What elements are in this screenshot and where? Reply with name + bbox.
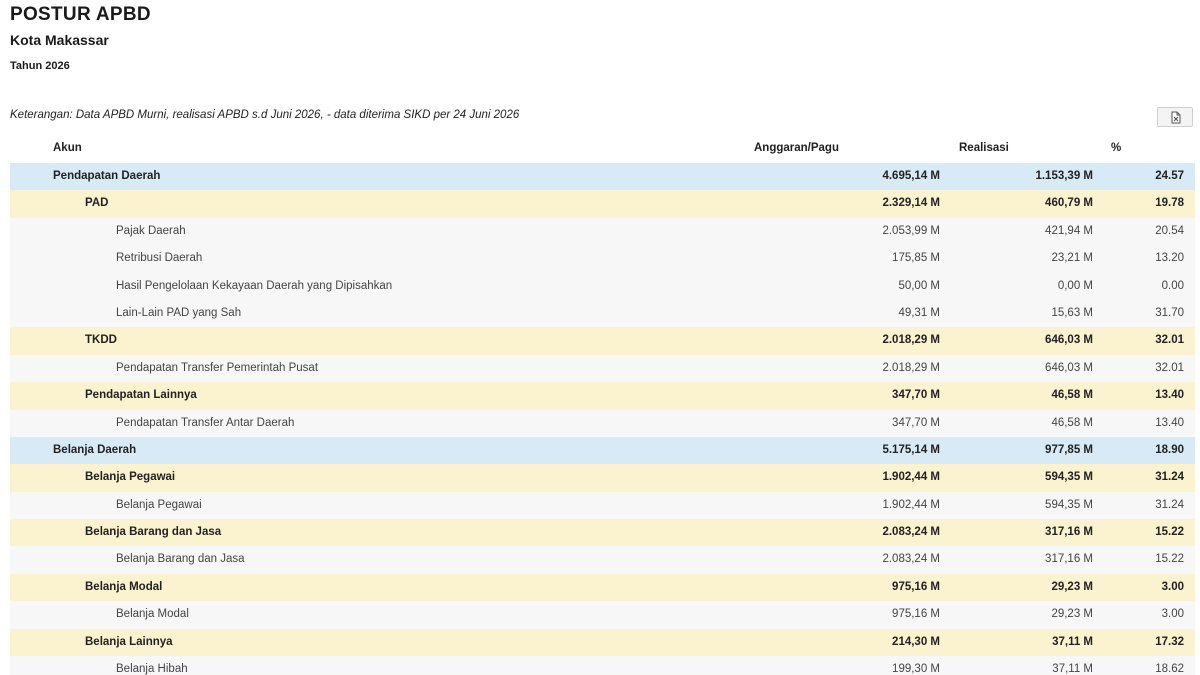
percent-value: 18.62: [1155, 663, 1184, 675]
anggaran-value: 5.175,14 M: [882, 443, 940, 456]
table-header: [10, 136, 1195, 163]
table-body: [10, 163, 1195, 675]
percent-value: 31.24: [1155, 471, 1184, 484]
table-row[interactable]: [10, 163, 1195, 190]
account-name: TKDD: [85, 334, 117, 347]
account-name: Pendapatan Transfer Pemerintah Pusat: [116, 361, 319, 374]
anggaran-value: 4.695,14 M: [882, 170, 940, 182]
account-name: PAD: [85, 197, 109, 210]
table-row[interactable]: [10, 437, 1195, 464]
percent-value: 15.22: [1155, 526, 1184, 539]
account-name: Pendapatan Lainnya: [85, 389, 197, 402]
column-header-realisasi[interactable]: Realisasi: [959, 142, 1009, 154]
account-name: Belanja Daerah: [53, 443, 137, 456]
anggaran-value: 2.018,29 M: [882, 334, 940, 347]
anggaran-value: 347,70 M: [892, 416, 940, 429]
export-excel-button[interactable]: [1157, 107, 1193, 127]
table-row[interactable]: [10, 574, 1195, 601]
table-row[interactable]: [10, 629, 1195, 656]
account-name: Lain-Lain PAD yang Sah: [116, 306, 242, 319]
percent-value: 13.20: [1155, 252, 1184, 265]
realisasi-value: 977,85 M: [1045, 443, 1093, 456]
realisasi-value: 0,00 M: [1057, 279, 1093, 292]
percent-value: 18.90: [1155, 443, 1184, 456]
table-row[interactable]: [10, 492, 1195, 519]
percent-value: 3.00: [1161, 580, 1184, 593]
anggaran-value: 2.053,99 M: [882, 224, 940, 237]
account-name: Retribusi Daerah: [116, 252, 203, 265]
table-row[interactable]: [10, 300, 1195, 327]
anggaran-value: 2.018,29 M: [882, 361, 940, 374]
account-name: Pendapatan Daerah: [53, 170, 161, 182]
anggaran-value: 347,70 M: [892, 389, 940, 402]
realisasi-value: 460,79 M: [1045, 197, 1093, 210]
anggaran-value: 2.329,14 M: [882, 197, 940, 210]
realisasi-value: 317,16 M: [1045, 526, 1093, 539]
percent-value: 13.40: [1155, 416, 1184, 429]
anggaran-value: 2.083,24 M: [882, 526, 940, 539]
anggaran-value: 975,16 M: [892, 608, 940, 621]
account-name: Belanja Lainnya: [85, 635, 173, 648]
anggaran-value: 49,31 M: [898, 306, 940, 319]
account-name: Belanja Hibah: [116, 663, 188, 675]
account-name: Belanja Pegawai: [85, 471, 176, 484]
realisasi-value: 1.153,39 M: [1035, 170, 1093, 182]
anggaran-value: 1.902,44 M: [882, 498, 940, 511]
region-subtitle: Kota Makassar: [10, 32, 109, 48]
percent-value: 32.01: [1155, 361, 1184, 374]
anggaran-value: 50,00 M: [898, 279, 940, 292]
anggaran-value: 199,30 M: [892, 663, 940, 675]
table-row[interactable]: [10, 546, 1195, 573]
table-row[interactable]: [10, 519, 1195, 546]
percent-value: 3.00: [1161, 608, 1184, 621]
realisasi-value: 37,11 M: [1052, 663, 1093, 675]
realisasi-value: 15,63 M: [1051, 306, 1093, 319]
account-name: Belanja Pegawai: [116, 498, 202, 511]
realisasi-value: 29,23 M: [1051, 608, 1093, 621]
realisasi-value: 23,21 M: [1051, 252, 1093, 265]
postur-table: [10, 136, 1195, 675]
percent-value: 32.01: [1155, 334, 1184, 347]
realisasi-value: 421,94 M: [1045, 224, 1093, 237]
percent-value: 0.00: [1161, 279, 1184, 292]
column-header-percent[interactable]: %: [1111, 142, 1122, 154]
fiscal-year-label: Tahun 2026: [10, 60, 70, 72]
percent-value: 24.57: [1155, 170, 1184, 182]
table-row[interactable]: [10, 601, 1195, 628]
realisasi-value: 46,58 M: [1051, 389, 1093, 402]
percent-value: 19.78: [1155, 197, 1184, 210]
percent-value: 15.22: [1155, 553, 1184, 566]
percent-value: 31.70: [1155, 306, 1184, 319]
table-row[interactable]: [10, 382, 1195, 409]
table-row[interactable]: [10, 410, 1195, 437]
realisasi-value: 46,58 M: [1051, 416, 1093, 429]
page-title: POSTUR APBD: [10, 4, 151, 25]
table-row[interactable]: [10, 273, 1195, 300]
account-name: Belanja Barang dan Jasa: [116, 553, 245, 566]
account-name: Hasil Pengelolaan Kekayaan Daerah yang Dipisahkan: [116, 279, 393, 292]
percent-value: 13.40: [1155, 389, 1184, 402]
excel-export-icon: [1169, 111, 1182, 124]
account-name: Pajak Daerah: [116, 224, 186, 237]
table-row[interactable]: [10, 190, 1195, 217]
account-name: Pendapatan Transfer Antar Daerah: [116, 416, 295, 429]
percent-value: 31.24: [1155, 498, 1184, 511]
column-header-akun[interactable]: Akun: [53, 142, 82, 154]
realisasi-value: 37,11 M: [1052, 635, 1093, 648]
table-row[interactable]: [10, 355, 1195, 382]
table-row[interactable]: [10, 327, 1195, 354]
table-row[interactable]: [10, 656, 1195, 675]
realisasi-value: 29,23 M: [1051, 580, 1093, 593]
data-note: Keterangan: Data APBD Murni, realisasi APBD s.d Juni 2026, - data diterima SIKD per 24 Juni 2026: [10, 109, 520, 121]
account-name: Belanja Modal: [85, 580, 163, 593]
realisasi-value: 594,35 M: [1045, 471, 1093, 484]
percent-value: 17.32: [1155, 635, 1184, 648]
anggaran-value: 975,16 M: [892, 580, 940, 593]
table-row[interactable]: [10, 245, 1195, 272]
account-name: Belanja Modal: [116, 608, 189, 621]
realisasi-value: 317,16 M: [1045, 553, 1093, 566]
realisasi-value: 594,35 M: [1045, 498, 1093, 511]
table-row[interactable]: [10, 218, 1195, 245]
realisasi-value: 646,03 M: [1045, 334, 1093, 347]
table-row[interactable]: [10, 464, 1195, 491]
realisasi-value: 646,03 M: [1045, 361, 1093, 374]
anggaran-value: 214,30 M: [892, 635, 940, 648]
account-name: Belanja Barang dan Jasa: [85, 526, 222, 539]
anggaran-value: 175,85 M: [892, 252, 940, 265]
percent-value: 20.54: [1155, 224, 1184, 237]
anggaran-value: 2.083,24 M: [882, 553, 940, 566]
column-header-anggaran[interactable]: Anggaran/Pagu: [754, 142, 839, 154]
anggaran-value: 1.902,44 M: [882, 471, 940, 484]
